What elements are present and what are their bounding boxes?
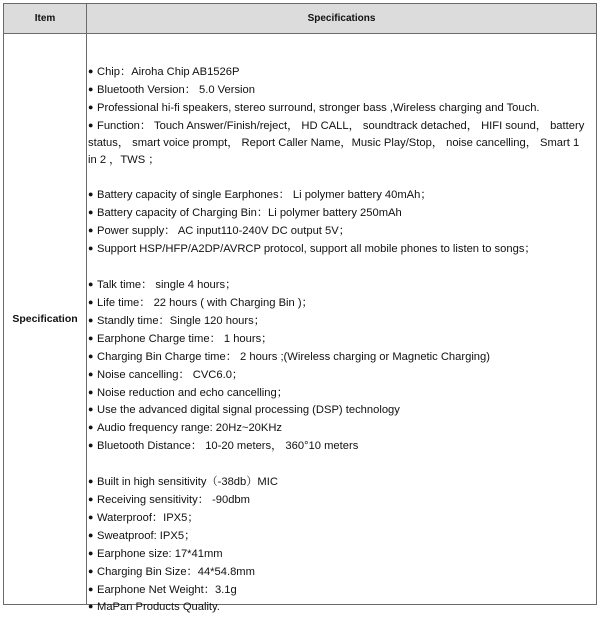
header-specifications: Specifications	[307, 13, 376, 24]
spec-text: Charging Bin Charge time： 2 hours ;(Wireless charging or Magnetic Charging)	[97, 350, 490, 363]
table-header	[4, 4, 596, 34]
spec-text: Audio frequency range: 20Hz~20KHz	[97, 422, 283, 435]
spec-group	[88, 63, 588, 168]
spec-line	[88, 99, 588, 117]
spec-text: Bluetooth Distance： 10-20 meters， 360°10 meters	[97, 440, 359, 453]
spec-text: Support HSP/HFP/A2DP/AVRCP protocol, support all mobile phones to listen to songs；	[97, 243, 536, 256]
spec-line	[88, 437, 588, 455]
spec-text: Earphone Net Weight：3.1g	[97, 583, 237, 596]
spec-text: Noise reduction and echo cancelling；	[97, 386, 288, 399]
spec-text: Power supply： AC input110-240V DC output 5V；	[97, 225, 350, 238]
spec-text: Chip：Airoha Chip AB1526P	[97, 66, 240, 78]
spec-text: Battery capacity of single Earphones： Li polymer battery 40mAh；	[97, 189, 432, 202]
spec-text: Professional hi-fi speakers, stereo surround, stronger bass ,Wireless charging and Touch.	[97, 101, 540, 114]
spec-line	[88, 204, 588, 222]
spec-group	[88, 473, 588, 616]
bullet-icon: ●	[88, 565, 94, 576]
spec-text: Battery capacity of Charging Bin：Li polymer battery 250mAh	[97, 207, 402, 220]
spec-text: Function： Touch Answer/Finish/reject， HD CALL， soundtrack detached， HIFI sound， battery status， smart voice prompt， Report Caller Name，Music Play/Stop， noise cancelling， Smart 1 in 2 ，TWS ；	[88, 119, 585, 166]
spec-line	[88, 348, 588, 366]
spec-line	[88, 366, 588, 384]
bullet-icon: ●	[88, 476, 94, 487]
spec-line	[88, 276, 588, 294]
spec-line	[88, 581, 588, 599]
spec-line	[88, 186, 588, 204]
bullet-icon: ●	[88, 494, 94, 505]
bullet-icon: ●	[88, 440, 94, 451]
bullet-icon: ●	[88, 583, 94, 594]
spec-group	[88, 186, 588, 258]
spec-line	[88, 384, 588, 402]
spec-text: Built in high sensitivity（-38db）MIC	[97, 476, 278, 489]
bullet-icon: ●	[88, 529, 94, 540]
bullet-icon: ●	[88, 422, 94, 433]
spec-line	[88, 63, 588, 81]
bullet-icon: ●	[88, 547, 94, 558]
header-item: Item	[4, 4, 87, 33]
spec-line	[88, 294, 588, 312]
spec-content	[88, 63, 588, 634]
spec-text: Earphone Charge time： 1 hours；	[97, 332, 273, 345]
spec-line	[88, 312, 588, 330]
bullet-icon: ●	[88, 404, 94, 415]
spec-text: Bluetooth Version： 5.0 Version	[97, 83, 255, 96]
spec-line	[88, 545, 588, 563]
bullet-icon: ●	[88, 601, 94, 612]
spec-text: MaPan Products Quality.	[97, 601, 220, 614]
spec-group	[88, 276, 588, 455]
bullet-icon: ●	[88, 314, 94, 325]
bullet-icon: ●	[88, 225, 94, 236]
bullet-icon: ●	[88, 368, 94, 379]
bullet-icon: ●	[88, 296, 94, 307]
spec-line	[88, 491, 588, 509]
spec-line	[88, 509, 588, 527]
spec-line	[88, 563, 588, 581]
spec-text: Standly time：Single 120 hours；	[97, 314, 265, 327]
spec-line	[88, 81, 588, 99]
row-label: Specification	[4, 34, 87, 604]
bullet-icon: ●	[88, 119, 94, 130]
spec-text: Use the advanced digital signal processing (DSP) technology	[97, 404, 400, 417]
spec-line	[88, 527, 588, 545]
spec-line	[88, 419, 588, 437]
bullet-icon: ●	[88, 189, 94, 200]
spec-text: Earphone size: 17*41mm	[97, 547, 223, 560]
bullet-icon: ●	[88, 101, 94, 112]
spec-text: Sweatproof: IPX5；	[97, 529, 196, 542]
spec-line	[88, 222, 588, 240]
spec-text: Life time： 22 hours ( with Charging Bin )；	[97, 296, 313, 309]
bullet-icon: ●	[88, 243, 94, 254]
spec-text: Charging Bin Size：44*54.8mm	[97, 565, 255, 578]
bullet-icon: ●	[88, 386, 94, 397]
spec-line	[88, 240, 588, 258]
bullet-icon: ●	[88, 511, 94, 522]
bullet-icon: ●	[88, 207, 94, 218]
spec-line	[88, 401, 588, 419]
bullet-icon: ●	[88, 332, 94, 343]
spec-text: Receiving sensitivity： -90dbm	[97, 494, 250, 507]
bullet-icon: ●	[88, 66, 94, 76]
bullet-icon: ●	[88, 350, 94, 361]
bullet-icon: ●	[88, 279, 94, 290]
spec-text: Talk time： single 4 hours；	[97, 279, 237, 292]
spec-text: Waterproof：IPX5；	[97, 511, 199, 524]
spec-line	[88, 473, 588, 491]
spec-line	[88, 598, 588, 616]
spec-line	[88, 117, 588, 169]
spec-text: Noise cancelling： CVC6.0；	[97, 368, 244, 381]
bullet-icon: ●	[88, 83, 94, 94]
spec-line	[88, 330, 588, 348]
